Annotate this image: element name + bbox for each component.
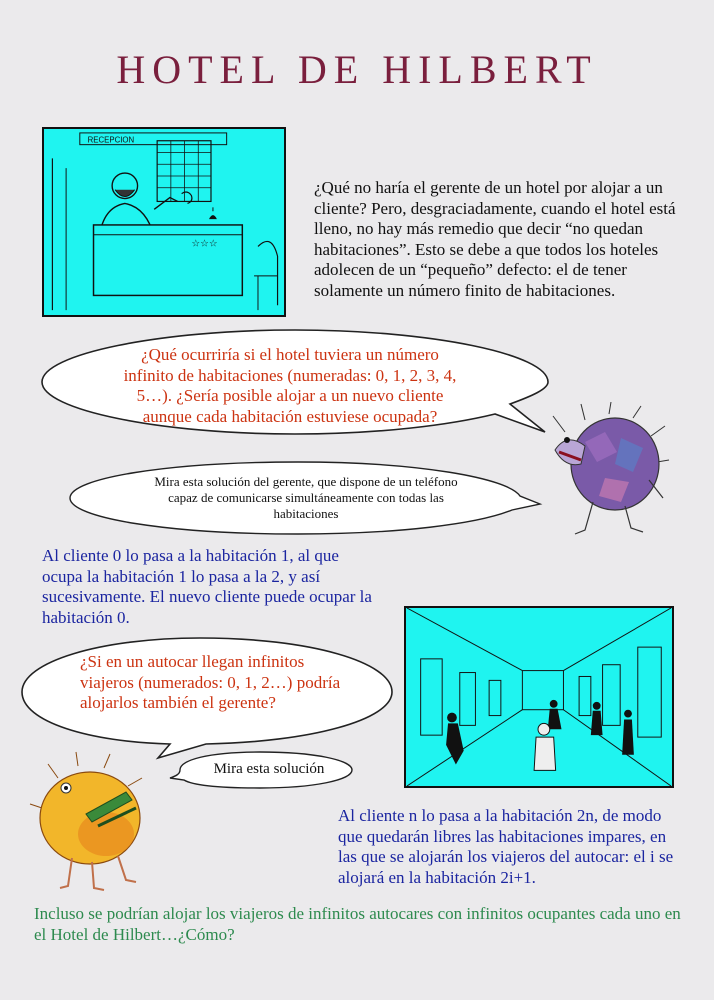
page-title: HOTEL DE HILBERT [116, 47, 598, 92]
hint-1-text: Mira esta solución del gerente, que dispone de un teléfono capaz de comunicarse simultáneamente con todas las habitaciones [154, 474, 458, 521]
question-1-text: ¿Qué ocurriría si el hotel tuviera un número infinito de habitaciones (numeradas: 0, 1, 2, 3, 4, 5…). ¿Sería posible alojar a un nuevo cliente aunque cada habitación estuviese ocupada? [123, 345, 457, 426]
answer-1-paragraph: Al cliente 0 lo pasa a la habitación 1, al que ocupa la habitación 1 lo pasa a la 2, y así sucesivamente. El nuevo cliente puede ocupar la habitación 0. [42, 546, 372, 627]
monster-creature-illustration [545, 402, 670, 537]
svg-text:☆☆☆: ☆☆☆ [191, 238, 218, 250]
corridor-illustration [404, 606, 674, 788]
corridor-drawing [406, 608, 672, 786]
yellow-creature-illustration [28, 748, 156, 892]
intro-paragraph: ¿Qué no haría el gerente de un hotel por alojar a un cliente? Pero, desgraciadamente, cuando el hotel está lleno, no hay más remedio que decir “no quedan habitaciones”. Esto se debe a que todos los hoteles adolecen de un “pequeño” defecto: el de tener solamente un número finito de habitaciones. [314, 178, 676, 300]
hint-2-text: Mira esta solución [213, 761, 325, 777]
reception-sign: RECEPCION [87, 135, 135, 145]
reception-illustration [42, 127, 286, 317]
reception-drawing [44, 129, 284, 315]
closing-paragraph: Incluso se podrían alojar los viajeros de infinitos autocares con infinitos ocupantes cada uno en el Hotel de Hilbert…¿Cómo? [34, 904, 681, 944]
answer-2-paragraph: Al cliente n lo pasa a la habitación 2n, de modo que quedarán libres las habitaciones impares, en las que se alojarán los viajeros del autocar: el i se alojará en la habitación 2i+1. [338, 806, 674, 887]
question-2-text: ¿Si en un autocar llegan infinitos viajeros (numerados: 0, 1, 2…) podría alojarlos también el gerente? [80, 652, 341, 712]
